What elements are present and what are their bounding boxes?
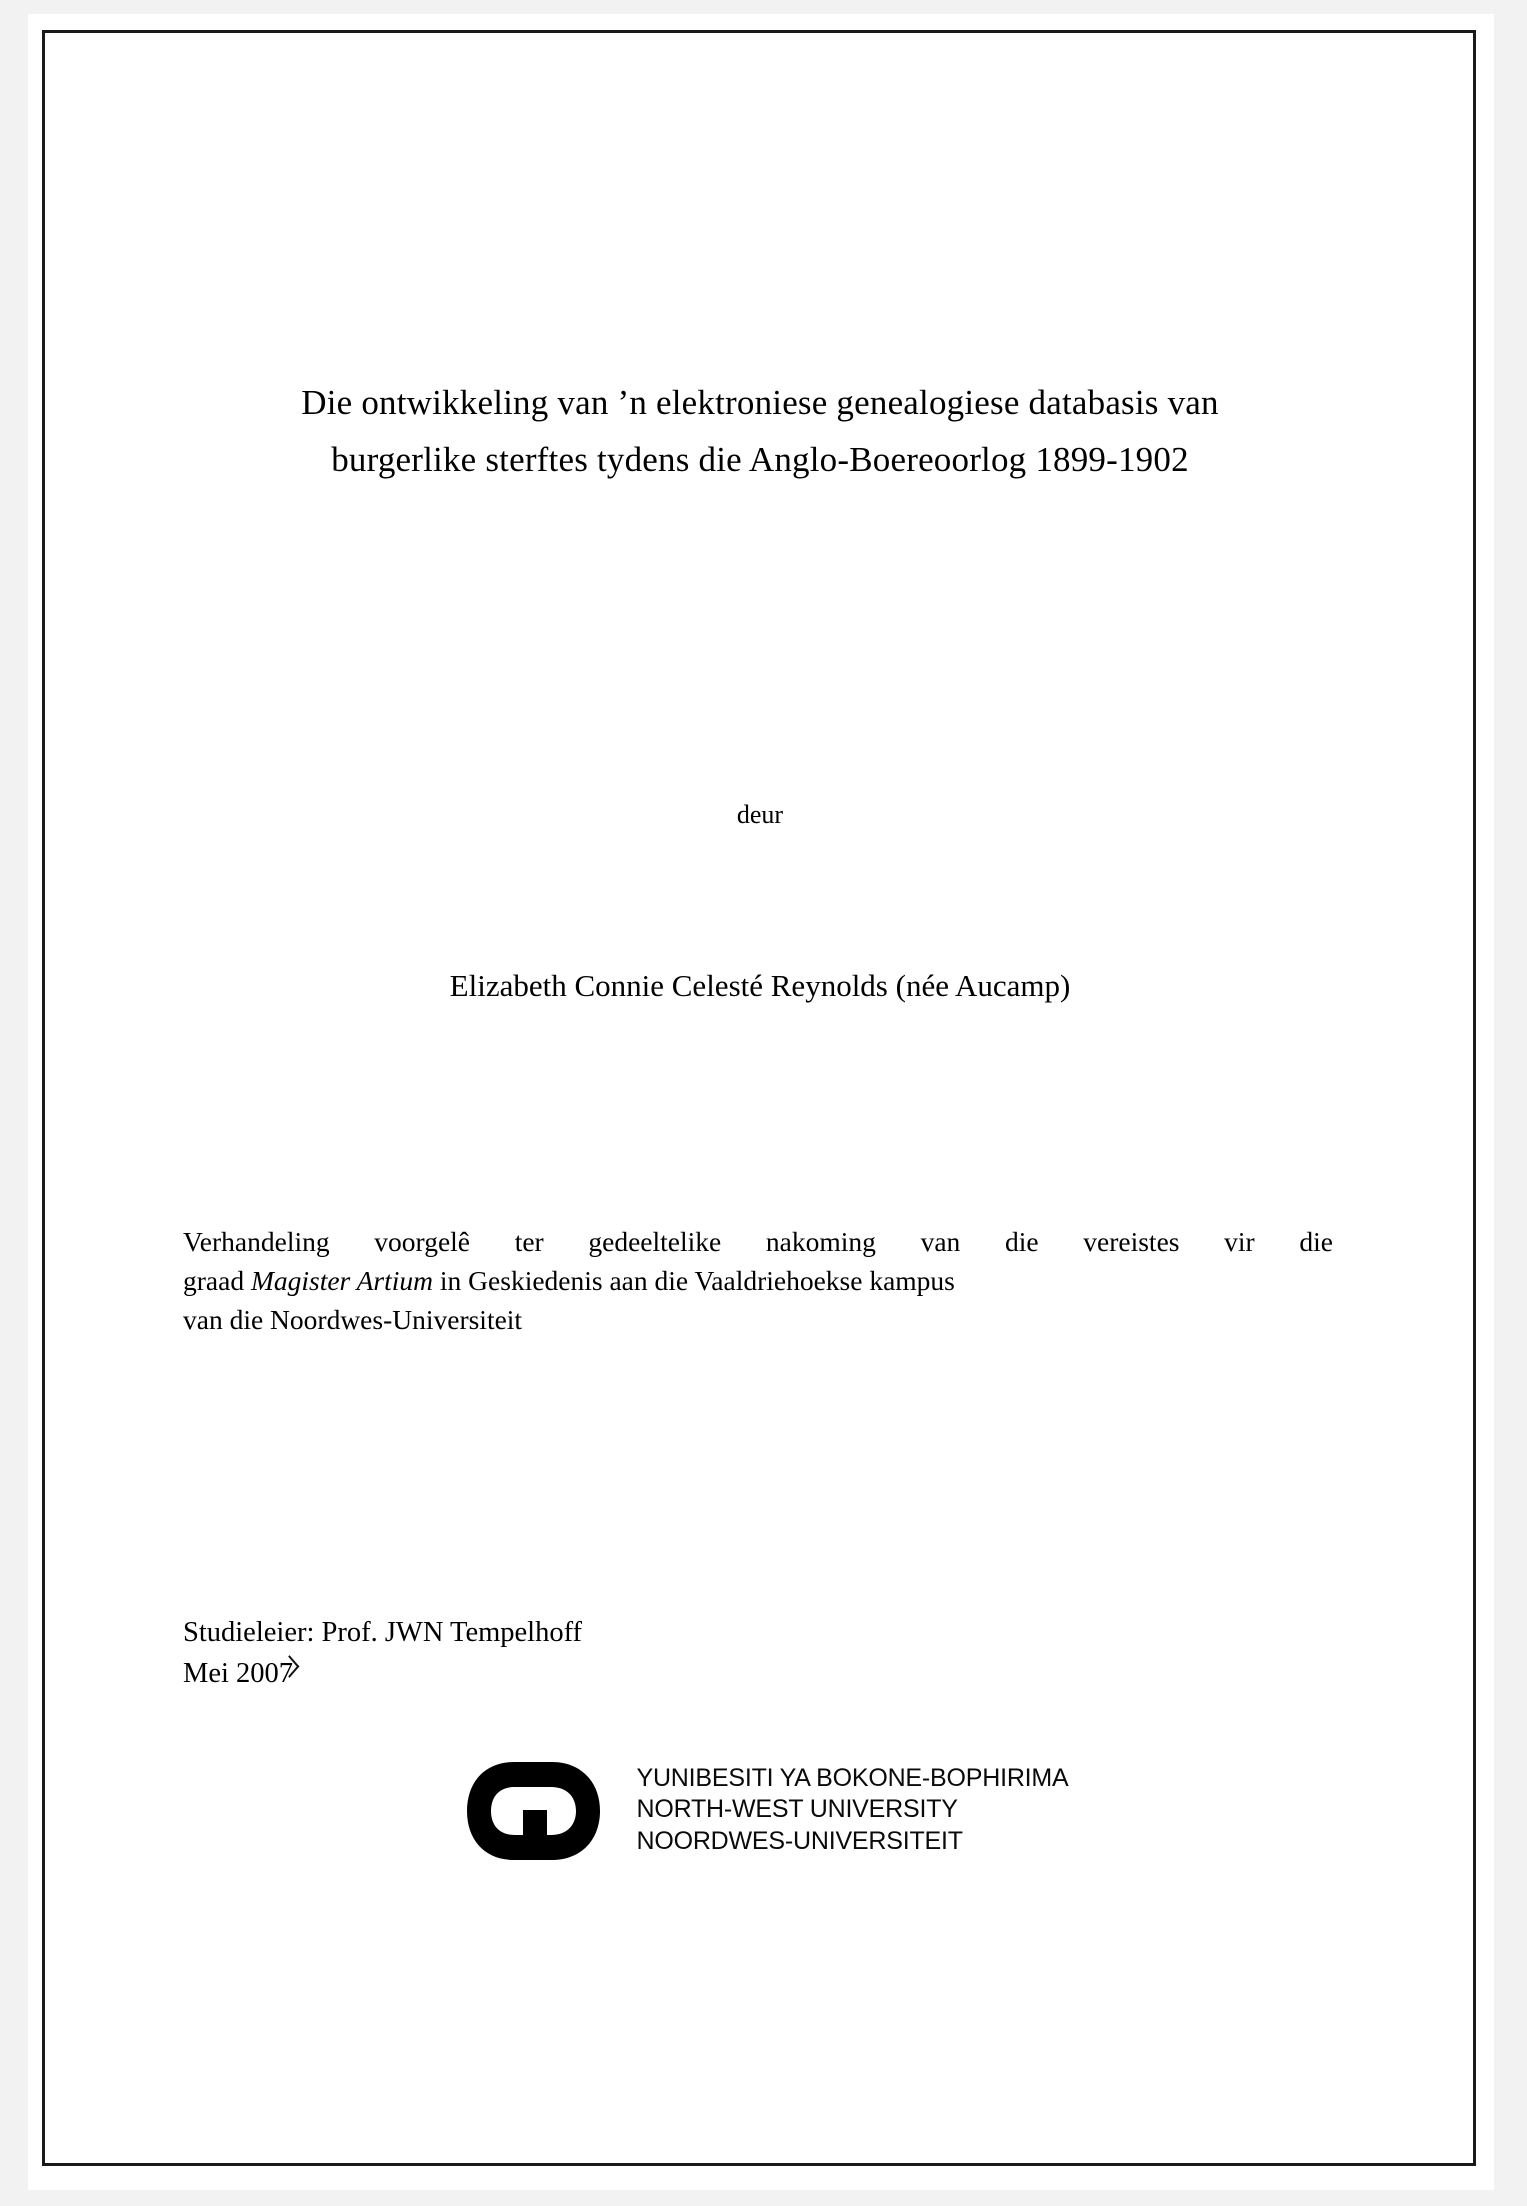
logo-line-3: NOORDWES-UNIVERSITEIT xyxy=(636,1826,963,1855)
degree-statement xyxy=(183,1222,1333,1339)
degree-statement-line-2-post: in Geskiedenis aan die Vaaldriehoekse kampus xyxy=(433,1265,955,1297)
author-name: Elizabeth Connie Celesté Reynolds (née Aucamp) xyxy=(449,968,1071,1003)
university-logo xyxy=(180,1752,1340,1870)
degree-name-italic: Magister Artium xyxy=(250,1265,434,1297)
degree-statement-line-1: Verhandeling voorgelê ter gedeeltelike nakoming van die vereistes vir die xyxy=(183,1226,1333,1257)
date-line xyxy=(183,1653,293,1694)
page-title xyxy=(180,375,1340,488)
degree-statement-line-3: van die Noordwes-Universiteit xyxy=(183,1304,523,1336)
title-line-1: Die ontwikkeling van ’n elektroniese genealogiese databasis van xyxy=(301,383,1219,422)
logo-line-1: YUNIBESITI YA BOKONE-BOPHIRIMA xyxy=(636,1763,1069,1792)
title-page-content xyxy=(180,30,1340,2140)
supervisor-line: Studieleier: Prof. JWN Tempelhoff xyxy=(183,1617,583,1648)
degree-statement-line-2 xyxy=(183,1261,1333,1300)
north-west-university-logo-icon xyxy=(451,1752,626,1870)
supervisor-block xyxy=(183,1612,1083,1695)
title-line-2: burgerlike sterftes tydens die Anglo-Boereoorlog 1899-1902 xyxy=(331,439,1189,479)
date-text: Mei 2007 xyxy=(183,1658,294,1690)
by-label: deur xyxy=(736,800,784,829)
logo-line-2: NORTH-WEST UNIVERSITY xyxy=(636,1795,958,1824)
university-logo-text xyxy=(636,1763,1068,1860)
degree-statement-line-2-pre: graad xyxy=(183,1265,251,1297)
